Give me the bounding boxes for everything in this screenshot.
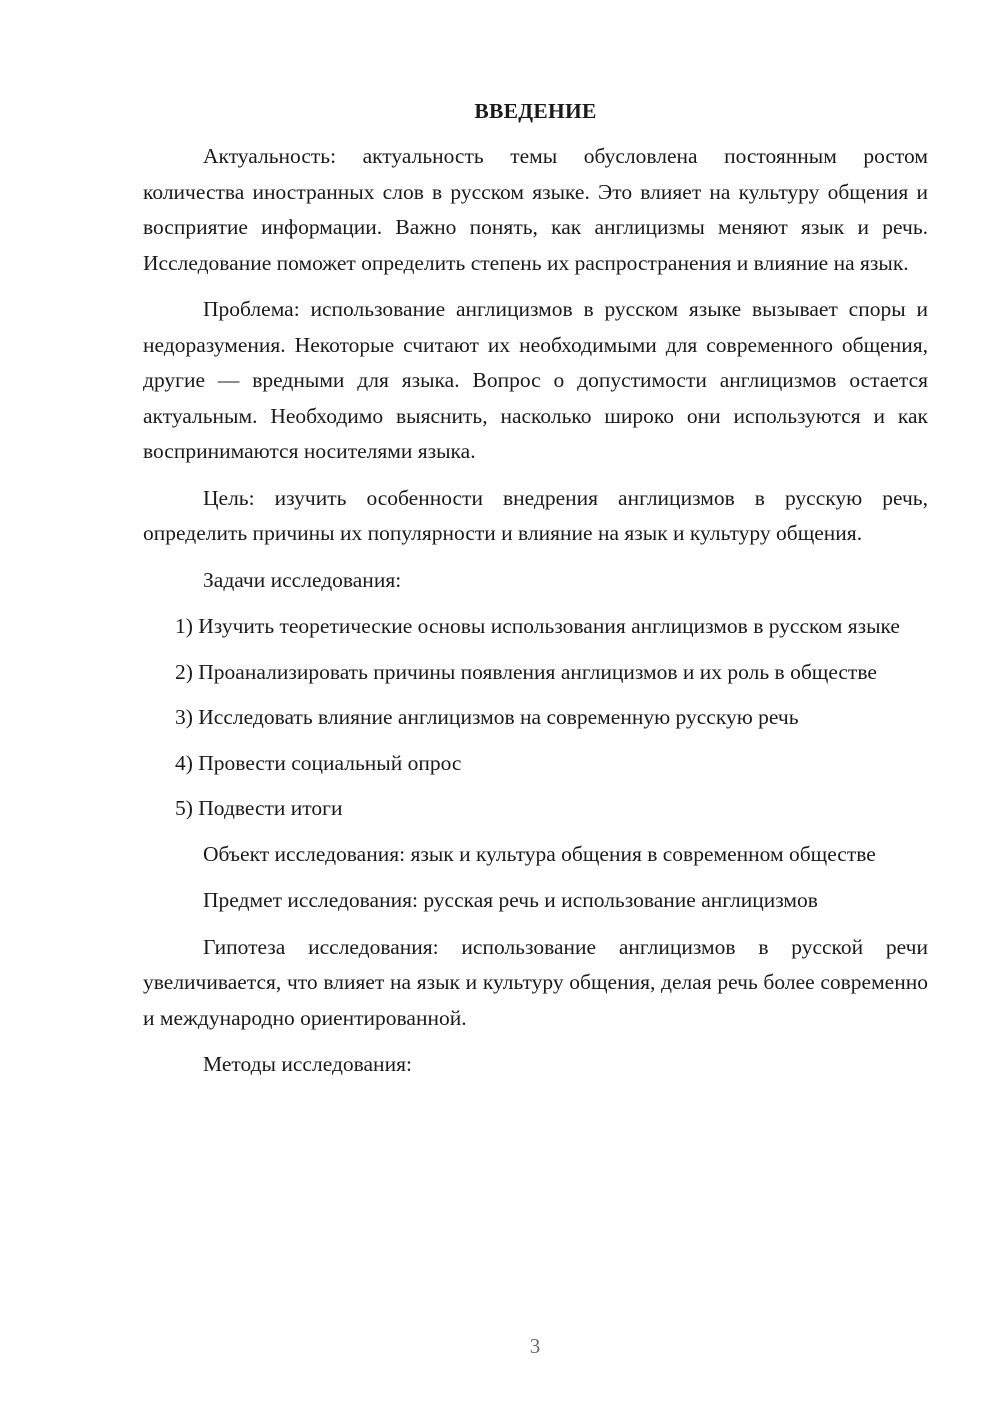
- object-paragraph: Объект исследования: язык и культура общения в современном обществе: [203, 841, 876, 866]
- document-page: [143, 96, 928, 1094]
- relevance-paragraph: Актуальность: актуальность темы обусловлена постоянным ростом количества иностранных слов в русском языке. Это влияет на культуру общения и восприятие информации. Важно понять, как англицизмы меняют язык и речь. Исследование поможет определить степень их распространения и влияние на язык.: [143, 144, 928, 275]
- task-item-2: 2) Проанализировать причины появления англицизмов и их роль в обществе: [175, 659, 877, 684]
- problem-paragraph: Проблема: использование англицизмов в русском языке вызывает споры и недоразумения. Некоторые считают их необходимыми для современного общения, другие — вредными для языка. Вопрос о допустимости англицизмов остается актуальным. Необходимо выяснить, насколько широко они используются и как воспринимаются носителями языка.: [143, 297, 928, 463]
- task-item-5: 5) Подвести итоги: [175, 796, 343, 820]
- page-number: 3: [529, 1334, 541, 1358]
- goal-paragraph: Цель: изучить особенности внедрения англицизмов в русскую речь, определить причины их популярности и влияние на язык и культуру общения.: [143, 485, 928, 545]
- tasks-list: [143, 609, 928, 827]
- task-item-3: 3) Исследовать влияние англицизмов на современную русскую речь: [175, 705, 799, 729]
- section-title: ВВЕДЕНИЕ: [474, 99, 597, 123]
- task-item-1: 1) Изучить теоретические основы использования англицизмов в русском языке: [175, 614, 900, 638]
- methods-heading: Методы исследования:: [203, 1052, 412, 1076]
- tasks-heading: Задачи исследования:: [203, 567, 402, 592]
- hypothesis-paragraph: Гипотеза исследования: использование англицизмов в русской речи увеличивается, что влияет на язык и культуру общения, делая речь более современно и международно ориентированной.: [143, 934, 928, 1030]
- task-item-4: 4) Провести социальный опрос: [175, 750, 462, 775]
- subject-paragraph: Предмет исследования: русская речь и использование англицизмов: [203, 888, 818, 912]
